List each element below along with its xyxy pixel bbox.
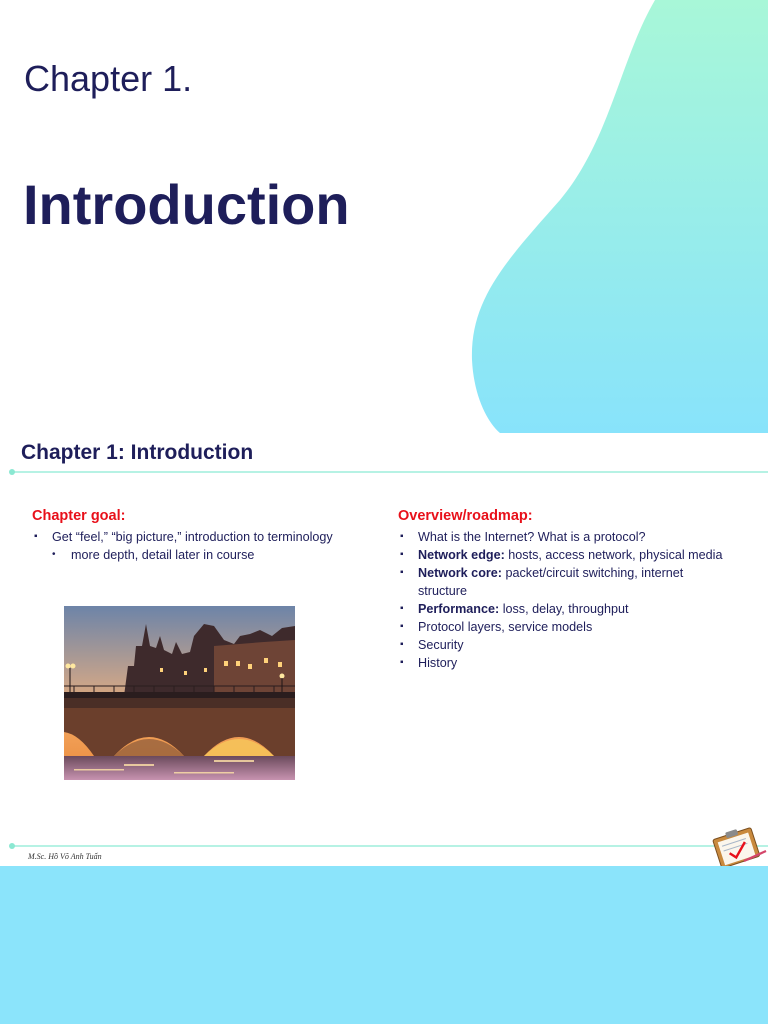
overview-slide	[0, 433, 768, 866]
bridge-photo	[64, 606, 295, 780]
list-item: • more depth, detail later in course	[52, 548, 255, 562]
bridge-at-dusk-illustration	[64, 606, 295, 780]
divider-dot-icon	[9, 469, 15, 475]
footer-divider	[12, 845, 768, 847]
list-item: ▪ History	[400, 656, 458, 670]
square-bullet-icon: ▪	[34, 531, 38, 542]
square-bullet-icon: ▪	[400, 621, 404, 632]
roadmap-list	[398, 528, 758, 672]
list-item: ▪ What is the Internet? What is a protocol?	[400, 530, 646, 544]
divider-dot-icon	[9, 843, 15, 849]
square-bullet-icon: ▪	[400, 567, 404, 578]
square-bullet-icon: ▪	[400, 531, 404, 542]
chapter-goal-heading: Chapter goal:	[32, 508, 126, 524]
list-item: ▪ Network core: packet/circuit switching, internet	[400, 566, 684, 580]
dot-bullet-icon: •	[52, 549, 56, 560]
chapter-title: Introduction	[23, 173, 350, 236]
square-bullet-icon: ▪	[400, 639, 404, 650]
slide-heading: Chapter 1: Introduction	[21, 441, 254, 464]
roadmap-heading: Overview/roadmap:	[398, 508, 533, 524]
list-item: ▪ Protocol layers, service models	[400, 620, 593, 634]
chapter-number: Chapter 1.	[24, 58, 193, 99]
chapter-goal-list	[32, 528, 382, 564]
square-bullet-icon: ▪	[400, 603, 404, 614]
bottom-color-band	[0, 866, 768, 1024]
heading-divider	[12, 471, 768, 473]
list-item-continuation: structure	[418, 584, 467, 598]
list-item: ▪ Get “feel,” “big picture,” introduction to terminology	[34, 530, 333, 544]
square-bullet-icon: ▪	[400, 549, 404, 560]
square-bullet-icon: ▪	[400, 657, 404, 668]
clipboard-icon	[704, 827, 768, 866]
list-item: ▪ Performance: loss, delay, throughput	[400, 602, 629, 616]
author-credit: M.Sc. Hồ Võ Anh Tuấn	[28, 852, 102, 861]
list-item: ▪ Security	[400, 638, 464, 652]
title-slide	[0, 0, 768, 433]
list-item: ▪ Network edge: hosts, access network, physical media	[400, 548, 723, 562]
